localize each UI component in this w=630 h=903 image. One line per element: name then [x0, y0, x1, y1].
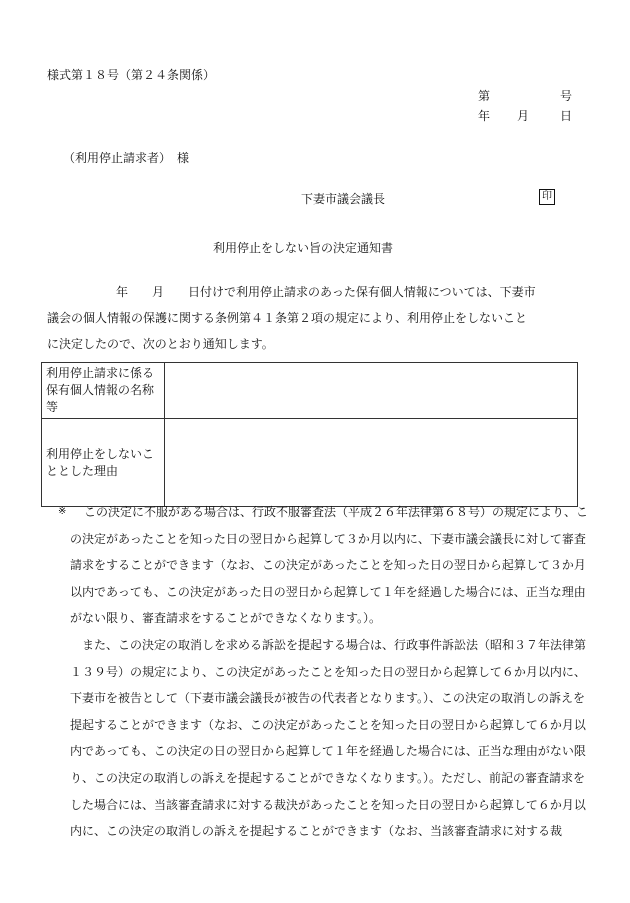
form-number: 様式第１８号（第２４条関係） — [47, 68, 216, 82]
body-line-1: 年 月 日付けで利用停止請求のあった保有個人情報については、下妻市 — [116, 285, 536, 299]
appeal-note-1 — [58, 499, 588, 632]
row1-value — [165, 363, 578, 419]
date-month-label: 月 — [517, 109, 530, 123]
document-title: 利用停止をしない旨の決定通知書 — [213, 241, 394, 255]
doc-number-label-dai: 第 — [478, 89, 491, 103]
issuer-name: 下妻市議会議長 — [301, 192, 386, 206]
body-line-3: に決定したので、次のとおり通知します。 — [47, 337, 274, 351]
body-text — [47, 279, 587, 357]
row1-label: 利用停止請求に係る保有個人情報の名称等 — [42, 363, 165, 419]
appeal-note-2 — [58, 632, 588, 845]
doc-number-label-go: 号 — [560, 89, 573, 103]
note-mark: ※ — [58, 506, 67, 517]
date-day-label: 日 — [560, 109, 573, 123]
seal-mark: 印 — [539, 189, 555, 205]
date-year-label: 年 — [478, 109, 491, 123]
row2-label: 利用停止をしないこととした理由 — [42, 419, 165, 507]
note-2-text: また、この決定の取消しを求める訴訟を提起する場合は、行政事件訴訟法（昭和３７年法律第１３９号）の規定により、この決定があったことを知った日の翌日から起算して６か月以内に、下妻市を被告として（下妻市議会議長が被告の代表者となります。）、この決定の取消しの訴えを提起することができます（なお、この決定があったことを知った日の翌日から起算して６か月以内であっても、この決定の日の翌日から起算して１年を経過した場合には、正当な理由がない限り、この決定の取消しの訴えを提起することができなくなります。）。ただし、前記の審査請求をした場合には、当該審査請求に対する裁決があったことを知った日の翌日から起算して６か月以内に、この決定の取消しの訴えを提起することができます（なお、当該審査請求に対する裁 — [70, 638, 587, 839]
addressee: （利用停止請求者） 様 — [63, 151, 190, 165]
table-row — [42, 363, 578, 419]
note-1-text: この決定に不服がある場合は、行政不服審査法（平成２６年法律第６８号）の規定により、この決定があったことを知った日の翌日から起算して３か月以内に、下妻市議会議長に対して審査請求をすることができます（なお、この決定があったことを知った日の翌日から起算して３か月以内であっても、この決定があった日の翌日から起算して１年を経過した場合には、正当な理由がない限り、審査請求をすることができなくなります。）。 — [70, 505, 589, 626]
info-table — [41, 362, 578, 507]
table-row — [42, 419, 578, 507]
row2-value — [165, 419, 578, 507]
body-line-2: 議会の個人情報の保護に関する条例第４１条第２項の規定により、利用停止をしないこと — [47, 311, 528, 325]
